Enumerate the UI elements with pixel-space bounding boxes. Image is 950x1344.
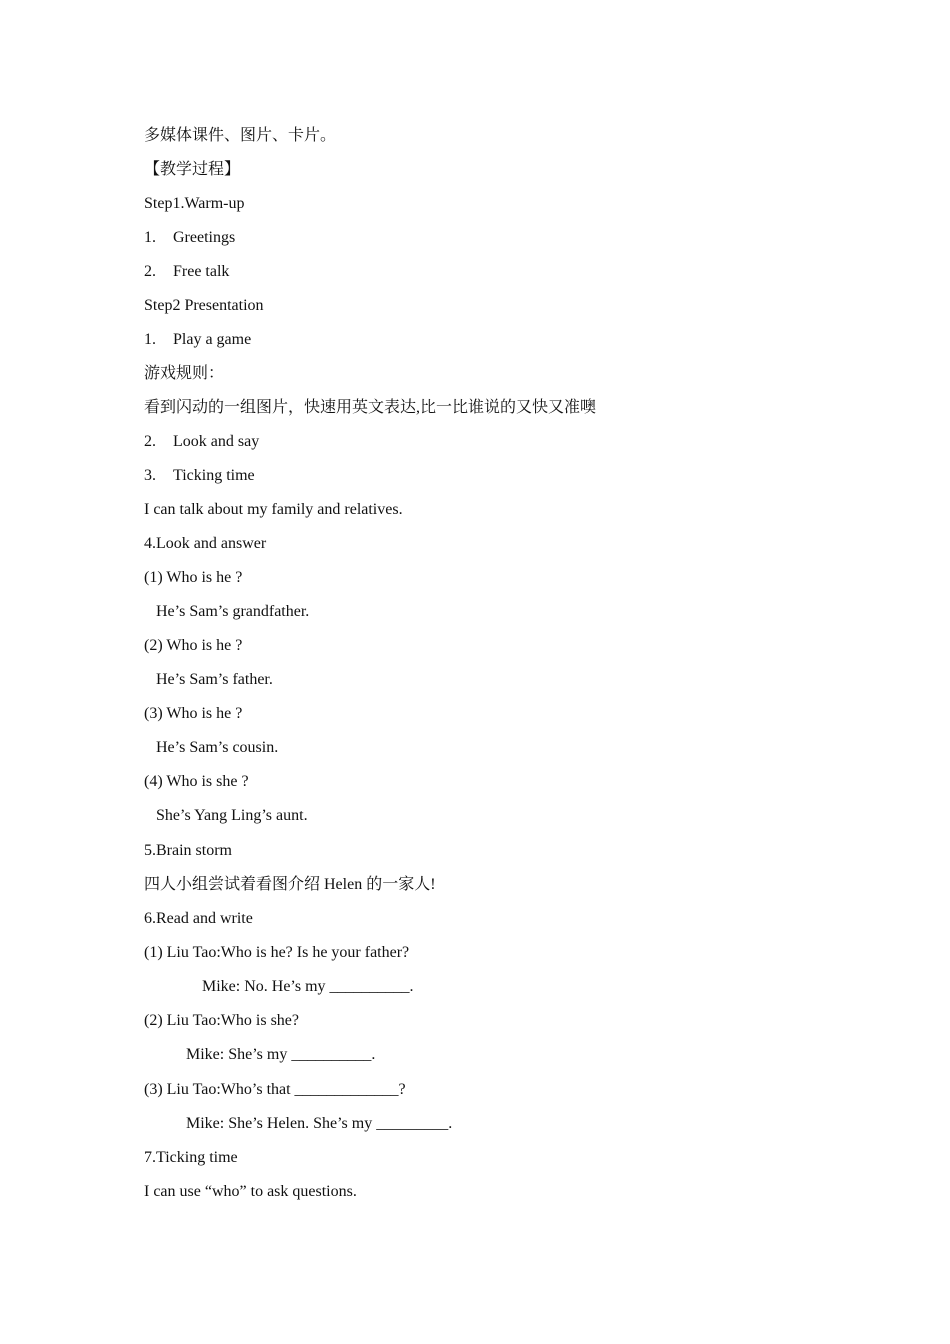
list-number: 3. [144, 467, 156, 484]
question-line: (2) Who is he ? [144, 637, 243, 654]
list-text: Free talk [173, 263, 230, 280]
list-text: Play a game [173, 331, 252, 348]
list-number: 1. [144, 331, 156, 348]
ticking-statement: I can use “who” to ask questions. [144, 1183, 357, 1200]
dialogue-question: (1) Liu Tao:Who is he? Is he your father? [144, 944, 410, 961]
question-line: (4) Who is she ? [144, 773, 249, 790]
answer-line: He’s Sam’s cousin. [156, 739, 279, 756]
process-heading: 【教学过程】 [144, 161, 241, 178]
brain-storm-heading: 5.Brain storm [144, 842, 232, 859]
list-item [144, 261, 229, 283]
list-number: 2. [144, 433, 156, 450]
list-number: 2. [144, 263, 156, 280]
read-write-heading: 6.Read and write [144, 910, 253, 927]
dialogue-answer: Mike: She’s Helen. She’s my _________. [186, 1115, 453, 1132]
answer-line: She’s Yang Ling’s aunt. [156, 807, 308, 824]
dialogue-answer: Mike: She’s my __________. [186, 1046, 376, 1063]
materials-line: 多媒体课件、图片、卡片。 [144, 127, 337, 144]
list-item [144, 431, 259, 453]
ticking-statement: I can talk about my family and relatives. [144, 501, 403, 518]
game-rules-label: 游戏规则： [144, 365, 225, 382]
dialogue-question: (2) Liu Tao:Who is she? [144, 1012, 299, 1029]
game-rules-text: 看到闪动的一组图片，快速用英文表达,比一比谁说的又快又准噢 [144, 399, 597, 416]
list-text: Ticking time [173, 467, 255, 484]
list-text: Look and say [173, 433, 260, 450]
ticking-heading: 7.Ticking time [144, 1149, 238, 1166]
answer-line: He’s Sam’s father. [156, 671, 273, 688]
step1-heading: Step1.Warm-up [144, 195, 245, 212]
question-line: (3) Who is he ? [144, 705, 243, 722]
brain-storm-text: 四人小组尝试着看图介绍 Helen 的一家人! [144, 876, 436, 893]
step2-heading: Step2 Presentation [144, 297, 264, 314]
dialogue-answer: Mike: No. He’s my __________. [202, 978, 414, 995]
dialogue-question: (3) Liu Tao:Who’s that _____________? [144, 1081, 406, 1098]
list-item [144, 329, 251, 351]
list-number: 1. [144, 229, 156, 246]
question-line: (1) Who is he ? [144, 569, 243, 586]
list-item [144, 227, 235, 249]
document-page [144, 0, 844, 1344]
list-text: Greetings [173, 229, 236, 246]
list-item [144, 465, 255, 487]
look-answer-heading: 4.Look and answer [144, 535, 267, 552]
answer-line: He’s Sam’s grandfather. [156, 603, 310, 620]
